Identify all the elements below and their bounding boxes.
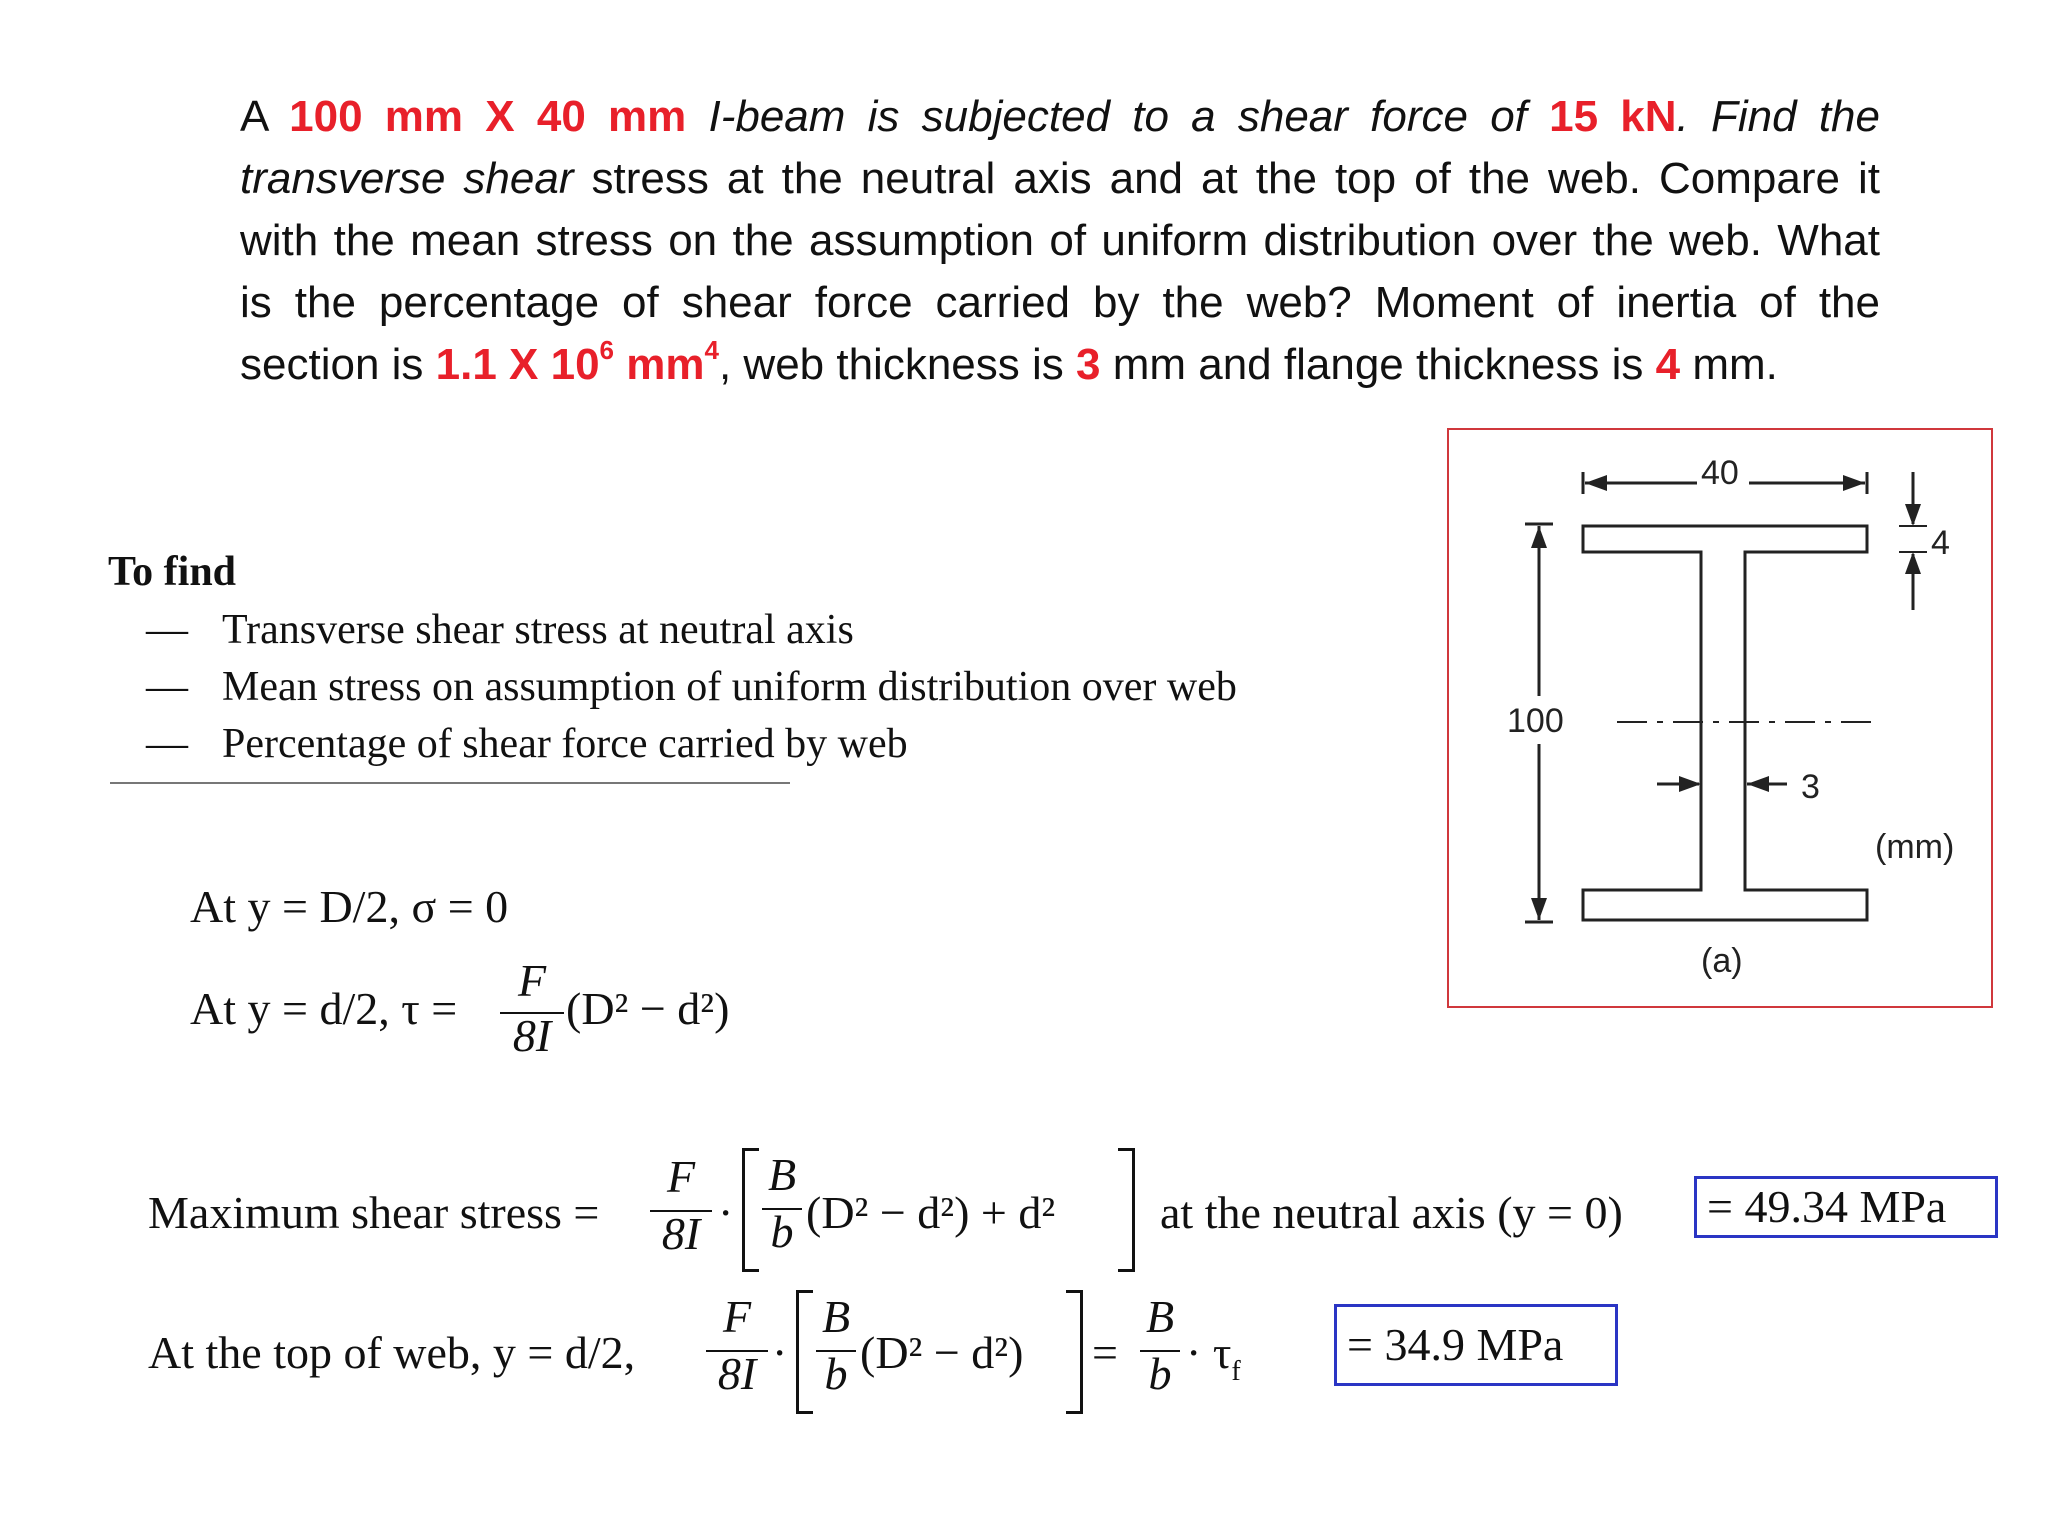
top-web-result: = 34.9 MPa bbox=[1334, 1304, 1618, 1386]
to-find-heading: To find bbox=[108, 549, 237, 595]
beam-dimensions: 100 mm X 40 mm bbox=[289, 92, 687, 141]
fraction-b-over-b: B b bbox=[1140, 1290, 1180, 1400]
max-stress-result: = 49.34 MPa bbox=[1694, 1176, 1998, 1238]
tau-f-symbol: · $\tau_f$ bbox=[1186, 1327, 1241, 1387]
divider bbox=[110, 782, 790, 784]
flange-thickness-label: 4 bbox=[1931, 524, 1950, 562]
right-bracket bbox=[1118, 1148, 1135, 1272]
width-dimension-label: 40 bbox=[1701, 454, 1739, 492]
figure-caption: (a) bbox=[1701, 942, 1743, 980]
max-stress-expression: (D² − d²) + d² bbox=[806, 1187, 1056, 1238]
condition-tau-label: At y = d/2, τ = bbox=[190, 983, 458, 1034]
right-bracket bbox=[1066, 1290, 1083, 1414]
fraction-b-over-b: B b bbox=[762, 1148, 802, 1258]
web-thickness-label: 3 bbox=[1801, 768, 1820, 806]
fraction-b-over-b: B b bbox=[816, 1290, 856, 1400]
fraction-f-8i: F 8I bbox=[650, 1150, 712, 1260]
height-dimension-label: 100 bbox=[1507, 702, 1564, 740]
flange-thickness-value: 4 bbox=[1655, 340, 1681, 389]
condition-sigma: At y = D/2, σ = 0 bbox=[190, 881, 509, 932]
left-bracket bbox=[796, 1290, 813, 1414]
to-find-item: — Percentage of shear force carried by web bbox=[146, 721, 908, 767]
shear-force-value: 15 kN bbox=[1549, 92, 1677, 141]
unit-label: (mm) bbox=[1875, 828, 1955, 866]
neutral-axis-note: at the neutral axis (y = 0) bbox=[1160, 1187, 1623, 1238]
moment-of-inertia-value: 1.1 X $10^6$ $mm^4$ bbox=[435, 335, 719, 389]
top-web-expression: (D² − d²) bbox=[860, 1327, 1024, 1378]
web-thickness-value: 3 bbox=[1076, 340, 1101, 389]
fraction-f-8i: F 8I bbox=[706, 1290, 768, 1400]
condition-tau-expression: (D² − d²) bbox=[566, 983, 730, 1034]
max-stress-label: Maximum shear stress = bbox=[148, 1187, 600, 1238]
to-find-item: — Transverse shear stress at neutral axis bbox=[146, 607, 854, 653]
left-bracket bbox=[742, 1148, 759, 1272]
problem-statement: A 100 mm X 40 mm I-beam is subjected to a shear force of 15 kN. Find the transverse shear stress at the neutral axis and at the top of the web. Compare it with the mean stress on the assumption of uniform distribution over the web. What is the percentage of shear force carried by the web? Moment of inertia of the section is 1.1 X $10^6$ $mm^4$, web thickness is 3 mm and flange thickness is 4 mm. bbox=[240, 92, 1881, 389]
top-web-label: At the top of web, y = d/2, bbox=[148, 1327, 636, 1378]
to-find-item: — Mean stress on assumption of uniform distribution over web bbox=[146, 664, 1237, 710]
i-beam-figure bbox=[1447, 428, 1993, 1008]
fraction-f-8i: F 8I bbox=[500, 954, 564, 1062]
